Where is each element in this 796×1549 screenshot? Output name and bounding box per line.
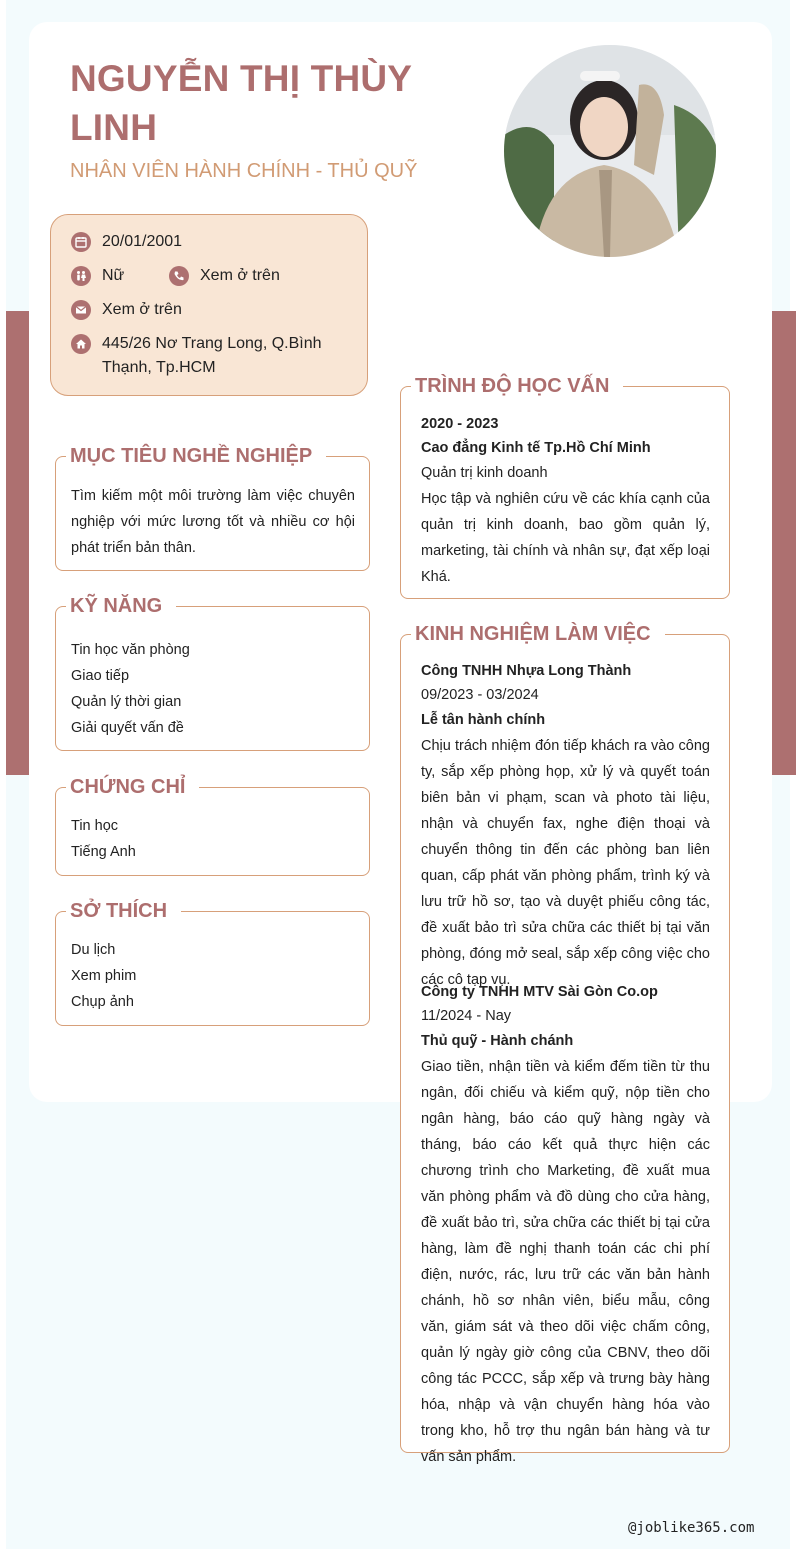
education-description: Học tập và nghiên cứu về các khía cạnh của quản trị kinh doanh, bao gồm quản lý, marketing, tài chính và nhân sự, đạt xếp loại Khá. [421, 491, 710, 585]
decorative-band-right [772, 311, 796, 775]
address-value: 445/26 Nơ Trang Long, Q.Bình Thạnh, Tp.HCM [102, 335, 322, 376]
home-icon [71, 334, 91, 354]
list-item: Tiếng Anh [71, 844, 136, 860]
gender-row [71, 264, 280, 288]
experience-company: Công TNHH Nhựa Long Thành [421, 663, 632, 679]
experience-period: 11/2024 - Nay [421, 1008, 512, 1024]
experience-position: Thủ quỹ - Hành chánh [421, 1033, 574, 1049]
candidate-name: NGUYỄN THỊ THÙY LINH [70, 58, 412, 148]
hobbies-list [71, 937, 136, 1015]
avatar [504, 45, 716, 257]
list-item: Giao tiếp [71, 668, 130, 684]
experience-section [400, 623, 730, 1465]
list-item: Xem phim [71, 968, 137, 984]
certificates-section [55, 776, 370, 876]
education-major: Quản trị kinh doanh [421, 465, 548, 481]
birthday-value: 20/01/2001 [102, 233, 183, 250]
experience-description: Giao tiền, nhận tiền và kiểm đếm tiền từ thu ngân, đối chiếu và kiểm quỹ, nộp tiền cho ngân hàng, báo cáo quỹ hàng ngày và tháng, báo cáo kết quả thực hiện các chương trình cho Marketing, đề xuất mua văn phòng phẩm và đồ dùng cho cửa hàng, đề xuất bảo trì, sửa chữa các thiết bị tại cửa hàng, làm đề nghị thanh toán các chi phí điện, nước, rác, lưu trữ các văn bản hành chánh, hồ sơ nhân viên, biểu mẫu, công văn, giám sát và theo dõi việc chấm công, quản lý ngày giờ công của CBNV, theo dõi công tác PCCC, sắp xếp và trưng bày hàng hóa, nhập và vận chuyển hàng hóa vào trong kho, hỗ trợ thu ngân bán hàng và tư vấn sản phẩm. [421, 1059, 710, 1465]
list-item: Tin học văn phòng [71, 642, 190, 658]
calendar-icon [71, 232, 91, 252]
experience-period: 09/2023 - 03/2024 [421, 687, 539, 703]
experience-job [421, 659, 710, 993]
list-item: Giải quyết vấn đề [71, 720, 184, 736]
email-value: Xem ở trên [102, 301, 182, 318]
education-title: TRÌNH ĐỘ HỌC VẤN [411, 373, 623, 399]
experience-title: KINH NGHIỆM LÀM VIỆC [411, 621, 665, 647]
job-title: NHÂN VIÊN HÀNH CHÍNH - THỦ QUỸ [70, 160, 418, 182]
decorative-band-left [6, 311, 30, 775]
objective-text: Tìm kiếm một môi trường làm việc chuyên nghiệp với mức lương tốt và nhiều cơ hội phát triển bản thân. [71, 488, 355, 556]
education-entry [421, 412, 710, 590]
gender-value: Nữ [102, 267, 125, 284]
experience-description: Chịu trách nhiệm đón tiếp khách ra vào công ty, sắp xếp phòng họp, xử lý và quyết toán biên bản vi phạm, scan và photo tài liệu, nhận và chuyển fax, nghe điện thoại và chuyển thông tin đến các phòng ban liên quan, cấp phát văn phòng phẩm, trình ký và lưu trữ hồ sơ, tạo và duyệt phiếu công tác, đề xuất bảo trì sửa chữa các thiết bị tại văn phòng, đóng mở seal, sắp xếp công việc cho các cô tạp vụ. [421, 738, 710, 988]
experience-position: Lễ tân hành chính [421, 712, 546, 728]
experience-job [421, 980, 710, 1470]
email-row [71, 298, 182, 322]
education-section [400, 375, 730, 599]
skills-list [71, 637, 190, 741]
experience-company: Công ty TNHH MTV Sài Gòn Co.op [421, 984, 658, 1000]
list-item: Tin học [71, 818, 119, 834]
email-icon [71, 300, 91, 320]
list-item: Chụp ảnh [71, 994, 134, 1010]
address-row [71, 332, 331, 380]
certificates-title: CHỨNG CHỈ [66, 774, 199, 800]
skills-title: KỸ NĂNG [66, 593, 176, 619]
watermark: @joblike365.com [628, 1520, 755, 1536]
education-period: 2020 - 2023 [421, 416, 499, 432]
contact-info-box [50, 214, 368, 396]
certificates-list [71, 813, 136, 865]
hobbies-section [55, 900, 370, 1026]
birthday-row [71, 230, 182, 254]
gender-icon [71, 266, 91, 286]
hobbies-title: SỞ THÍCH [66, 898, 181, 924]
skills-section [55, 595, 370, 751]
phone-value: Xem ở trên [200, 267, 280, 284]
objective-title: MỤC TIÊU NGHỀ NGHIỆP [66, 443, 326, 469]
education-school: Cao đẳng Kinh tế Tp.Hồ Chí Minh [421, 440, 651, 456]
phone-icon [169, 266, 189, 286]
objective-section [55, 445, 370, 571]
list-item: Quản lý thời gian [71, 694, 182, 710]
list-item: Du lịch [71, 942, 116, 958]
